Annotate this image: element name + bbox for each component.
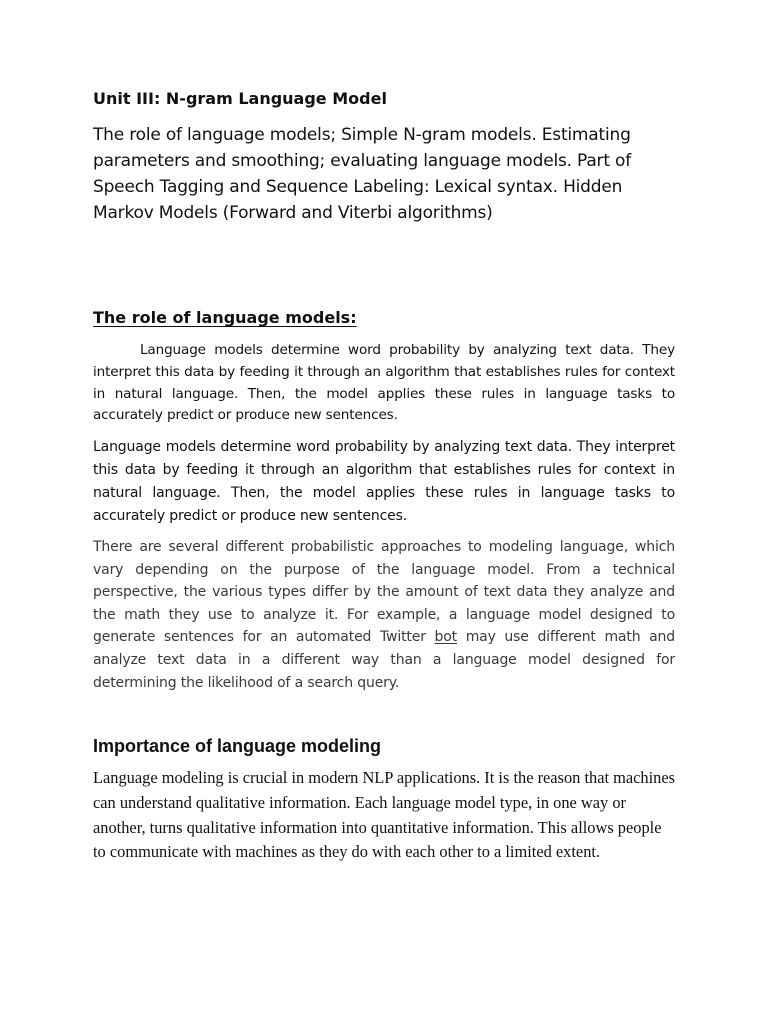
importance-heading: Importance of language modeling <box>93 736 382 756</box>
role-paragraph-2: Language models determine word probability by analyzing text data. They interpret this data by feeding it through an algorithm that establishes rules for context in natural language. Then, the model applies these rules in language tasks to accurately predict or produce new sentences. <box>93 439 675 524</box>
unit-title: Unit III: N-gram Language Model <box>93 89 387 108</box>
role-paragraph-3 <box>93 536 675 694</box>
paragraph-3-text-after-link: may use different math and analyze text data in a different way than a language model designed for determining the likelihood of a search query. <box>93 629 675 691</box>
role-of-language-models-heading: The role of language models: <box>93 308 357 327</box>
importance-paragraph: Language modeling is crucial in modern NLP applications. It is the reason that machines can understand qualitative information. Each language model type, in one way or another, turns qualitative information into quantitative information. This allows people to communicate with machines as they do with each other to a limited extent. <box>93 768 676 862</box>
role-paragraph-1: Language models determine word probability by analyzing text data. They interpret this data by feeding it through an algorithm that establishes rules for context in natural language. Then, the model applies these rules in language tasks to accurately predict or produce new sentences. <box>93 342 675 424</box>
syllabus-summary: The role of language models; Simple N-gram models. Estimating parameters and smoothing; evaluating language models. Part of Speech Tagging and Sequence Labeling: Lexical syntax. Hidden Markov Models (Forward and Viterbi algorithms) <box>93 125 631 223</box>
bot-link[interactable]: bot <box>434 629 458 646</box>
paragraph-3-text-before-link: There are several different probabilistic approaches to modeling language, which vary depending on the purpose of the language model. From a technical perspective, the various types differ by the amount of text data they analyze and the math they use to analyze it. For example, a language model designed to generate sentences for an automated Twitter <box>93 539 675 646</box>
